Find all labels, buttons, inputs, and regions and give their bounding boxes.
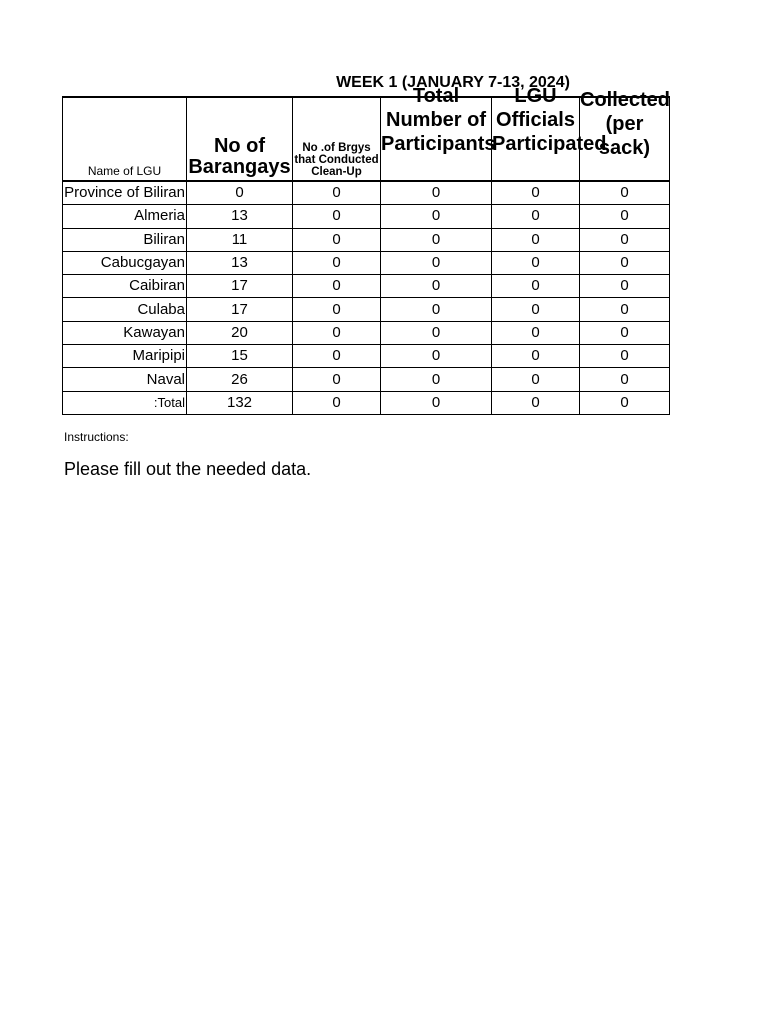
- table-row: [63, 251, 670, 274]
- header-collected-label: Collected (per sack): [580, 89, 671, 159]
- cell-conducted[interactable]: 0: [293, 368, 381, 391]
- table-row: [63, 298, 670, 321]
- cell-conducted[interactable]: 0: [293, 251, 381, 274]
- table-row: [63, 181, 670, 205]
- cell-officials[interactable]: 0: [492, 368, 580, 391]
- cell-officials[interactable]: 0: [492, 181, 580, 205]
- header-no-of-barangays[interactable]: No of Barangays: [187, 97, 293, 181]
- cell-total-collected[interactable]: 0: [580, 391, 670, 414]
- cell-lgu-name[interactable]: Biliran: [63, 228, 187, 251]
- cell-officials[interactable]: 0: [492, 275, 580, 298]
- cell-lgu-name[interactable]: Almeria: [63, 205, 187, 228]
- table-body: [63, 181, 670, 414]
- sheet-title: WEEK 1 (JANUARY 7-13, 2024): [336, 74, 570, 91]
- cell-lgu-name[interactable]: Naval: [63, 368, 187, 391]
- table-row: [63, 205, 670, 228]
- cell-lgu-name[interactable]: Caibiran: [63, 275, 187, 298]
- cell-lgu-name[interactable]: Province of Biliran: [63, 181, 187, 205]
- cell-participants[interactable]: 0: [381, 345, 492, 368]
- cell-total-conducted[interactable]: 0: [293, 391, 381, 414]
- cell-collected[interactable]: 0: [580, 321, 670, 344]
- cell-barangays[interactable]: 13: [187, 205, 293, 228]
- cell-officials[interactable]: 0: [492, 251, 580, 274]
- header-brgys-conducted[interactable]: No .of Brgys that Conducted Clean-Up: [293, 97, 381, 181]
- header-total-participants[interactable]: [381, 85, 496, 181]
- instructions-label: Instructions:: [64, 430, 129, 444]
- cell-barangays[interactable]: 11: [187, 228, 293, 251]
- cell-conducted[interactable]: 0: [293, 205, 381, 228]
- cell-officials[interactable]: 0: [492, 345, 580, 368]
- cell-barangays[interactable]: 0: [187, 181, 293, 205]
- cell-conducted[interactable]: 0: [293, 181, 381, 205]
- cell-barangays[interactable]: 17: [187, 298, 293, 321]
- cell-collected[interactable]: 0: [580, 275, 670, 298]
- header-row: [63, 97, 670, 181]
- cell-conducted[interactable]: 0: [293, 321, 381, 344]
- cell-barangays[interactable]: 17: [187, 275, 293, 298]
- header-name-of-lgu[interactable]: Name of LGU: [63, 97, 187, 181]
- instructions-text: Please fill out the needed data.: [64, 459, 312, 479]
- cell-barangays[interactable]: 15: [187, 345, 293, 368]
- cell-conducted[interactable]: 0: [293, 228, 381, 251]
- cell-conducted[interactable]: 0: [293, 298, 381, 321]
- cell-participants[interactable]: 0: [381, 228, 492, 251]
- cell-total-label[interactable]: Total:: [63, 391, 187, 414]
- cell-officials[interactable]: 0: [492, 205, 580, 228]
- header-lgu-officials-label: LGU Officials Participated: [492, 85, 607, 155]
- cell-collected[interactable]: 0: [580, 228, 670, 251]
- cell-officials[interactable]: 0: [492, 228, 580, 251]
- cell-officials[interactable]: 0: [492, 321, 580, 344]
- cell-total-barangays[interactable]: 132: [187, 391, 293, 414]
- cell-total-officials[interactable]: 0: [492, 391, 580, 414]
- cell-barangays[interactable]: 20: [187, 321, 293, 344]
- cell-conducted[interactable]: 0: [293, 345, 381, 368]
- cell-participants[interactable]: 0: [381, 298, 492, 321]
- cell-participants[interactable]: 0: [381, 275, 492, 298]
- cell-participants[interactable]: 0: [381, 181, 492, 205]
- cell-collected[interactable]: 0: [580, 345, 670, 368]
- table-row: [63, 368, 670, 391]
- cell-lgu-name[interactable]: Maripipi: [63, 345, 187, 368]
- header-total-participants-label: Total Number of Participants: [381, 85, 496, 155]
- cell-barangays[interactable]: 13: [187, 251, 293, 274]
- table-row: [63, 228, 670, 251]
- cell-lgu-name[interactable]: Cabucgayan: [63, 251, 187, 274]
- cell-participants[interactable]: 0: [381, 251, 492, 274]
- cell-participants[interactable]: 0: [381, 321, 492, 344]
- cell-officials[interactable]: 0: [492, 298, 580, 321]
- cell-collected[interactable]: 0: [580, 205, 670, 228]
- cell-collected[interactable]: 0: [580, 251, 670, 274]
- total-row: [63, 391, 670, 414]
- cell-total-participants[interactable]: 0: [381, 391, 492, 414]
- lgu-report-table: [62, 85, 671, 415]
- header-lgu-officials[interactable]: [492, 85, 607, 181]
- cell-lgu-name[interactable]: Kawayan: [63, 321, 187, 344]
- cell-participants[interactable]: 0: [381, 205, 492, 228]
- cell-participants[interactable]: 0: [381, 368, 492, 391]
- table-row: [63, 275, 670, 298]
- table-row: [63, 321, 670, 344]
- cell-conducted[interactable]: 0: [293, 275, 381, 298]
- cell-barangays[interactable]: 26: [187, 368, 293, 391]
- table-row: [63, 345, 670, 368]
- cell-collected[interactable]: 0: [580, 181, 670, 205]
- cell-lgu-name[interactable]: Culaba: [63, 298, 187, 321]
- cell-collected[interactable]: 0: [580, 298, 670, 321]
- cell-collected[interactable]: 0: [580, 368, 670, 391]
